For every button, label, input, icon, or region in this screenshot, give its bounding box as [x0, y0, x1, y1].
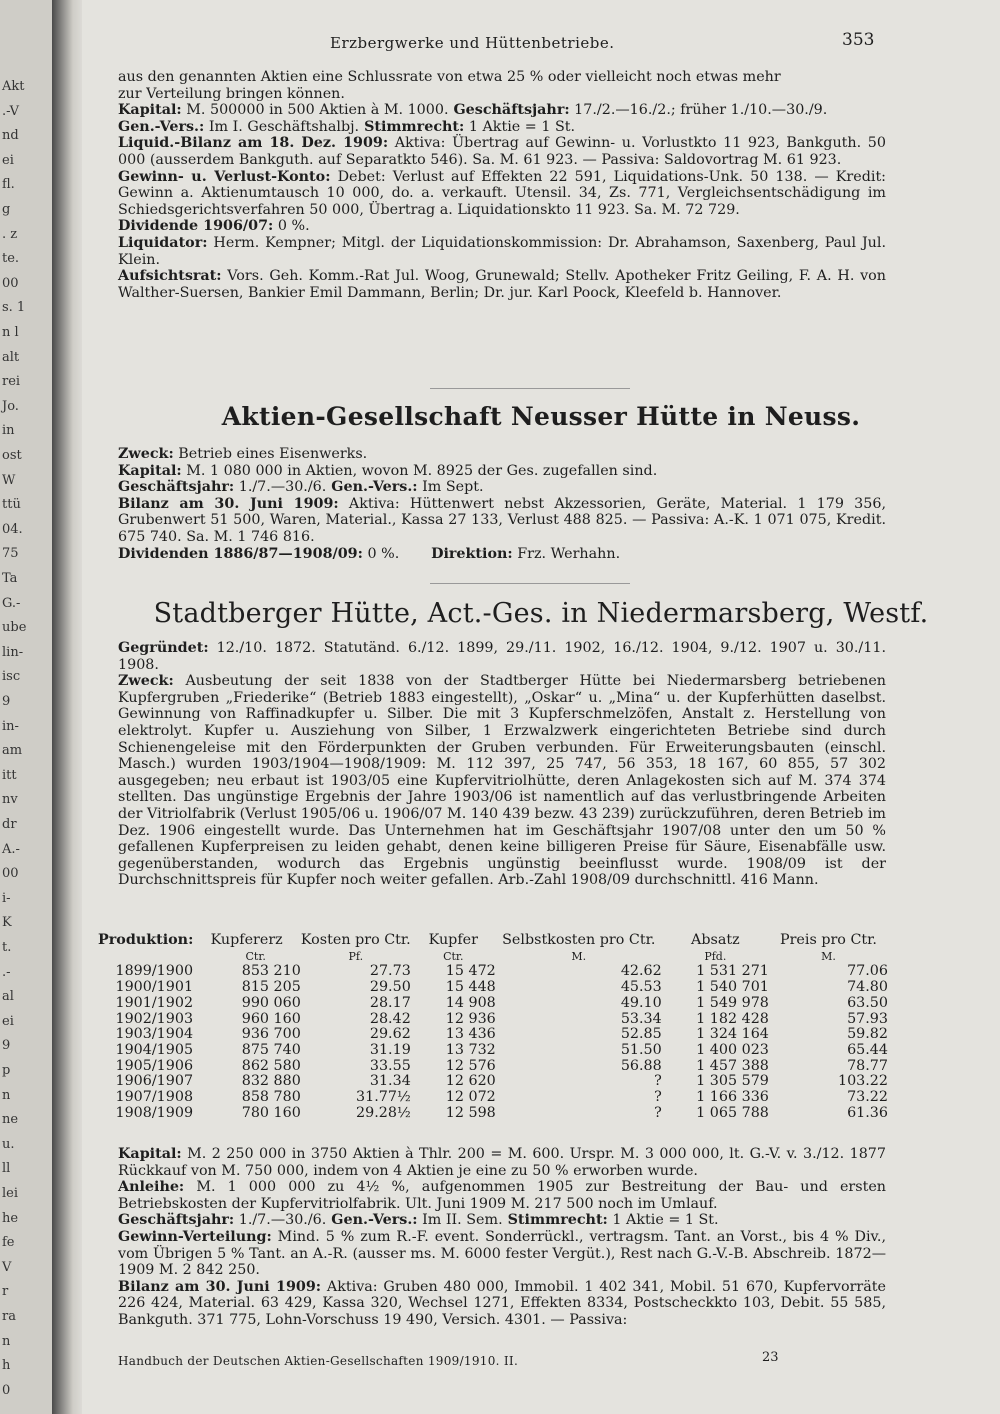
table-row: [98, 1012, 888, 1028]
table-row: [98, 1043, 888, 1059]
page-number: 353: [842, 30, 875, 50]
balance-paragraph: [118, 1279, 886, 1329]
field-value: 17./2.—16./2.; früher 1./10.—30./9.: [569, 102, 828, 119]
field-value: Im I. Geschäftshalbj.: [204, 118, 360, 135]
production-rows: [98, 964, 888, 1121]
field-label: Stimmrecht:: [502, 1212, 608, 1229]
field-label: Kapital:: [118, 462, 182, 479]
field-label: Gen.-Vers.:: [326, 1212, 418, 1229]
gutter-fragment: .-V: [2, 103, 19, 119]
column-header: Kosten pro Ctr.: [300, 932, 411, 948]
table-cell: 12 598: [445, 1104, 496, 1121]
gutter-fragment: Jo.: [2, 398, 19, 414]
column-header: Preis pro Ctr.: [779, 932, 877, 948]
section-divider: [430, 388, 630, 389]
gutter-fragment: alt: [2, 349, 20, 365]
field-value: Debet: Verlust auf Effekten 22 591, Liquidations-Unk. 50 138. — Kredit: Gewinn a. Aktienumtausch 10 000, do. a. verkauft. Utensil. 34, Zs. 771, Vergleichsentschädigung im Schiedsgerichtsverfahren 50 000, Übertrag a. Liquidationskto 11 923. Sa. M. 72 729.: [118, 168, 887, 218]
field-value: 0 %.: [362, 545, 400, 562]
gutter-fragment: s. 1: [2, 300, 26, 316]
table-cell: 1900/1901: [115, 979, 194, 996]
gutter-fragment: lin-: [2, 644, 24, 660]
table-row: [98, 996, 888, 1012]
gutter-fragment: ne: [2, 1112, 19, 1128]
table-cell: 1 457 388: [696, 1057, 769, 1074]
production-table: [98, 933, 888, 1121]
table-cell: 990 060: [241, 994, 301, 1011]
field-value: M. 1 080 000 in Aktien, wovon M. 8925 der Ges. zugefallen sind.: [181, 462, 658, 479]
founded-paragraph: [118, 640, 886, 673]
book-binding-shadow: [52, 0, 82, 1414]
table-row: [98, 980, 888, 996]
gutter-fragment: t.: [2, 940, 12, 955]
footer-signature-mark: 23: [762, 1350, 779, 1365]
field-value: Aktiva: Hüttenwert nebst Akzessorien, Geräte, Material. 1 179 356, Grubenwert 51 500, Waren, Material., Kassa 27 133, Verlust 488 825. — Passiva: A.-K. 1 071 075, Kredit. 675 740. Sa. M. 1 746 816.: [118, 495, 886, 545]
field-label: Liquidator:: [118, 234, 208, 251]
field-value: Im Sept.: [417, 479, 484, 496]
table-cell: 862 580: [241, 1057, 301, 1074]
bond-paragraph: [118, 1179, 886, 1212]
table-cell: 77.06: [847, 963, 888, 980]
field-value: 1 Aktie = 1 St.: [607, 1212, 719, 1229]
neusser-huette-entry: [118, 446, 886, 562]
field-label: Kapital:: [118, 102, 182, 119]
gutter-fragment: rei: [2, 374, 21, 390]
capital-paragraph: [118, 1146, 886, 1179]
table-cell: 13 732: [445, 1041, 496, 1058]
unit-label: Ctr.: [443, 949, 464, 963]
field-label: Dividende 1906/07:: [118, 218, 274, 235]
table-cell: 42.62: [620, 963, 662, 980]
gutter-fragment: te.: [2, 251, 20, 267]
field-value: Aktiva: Gruben 480 000, Immobil. 1 402 341, Mobil. 51 670, Kupfervorräte 226 424, Material. 63 429, Kassa 320, Wechsel 1271, Effekten 8334, Postscheckkto 103, Debit. 55 585, Bankguth. 371 775, Lohn-Vorschuss 19 490, Versich. 4301. — Passiva:: [118, 1278, 886, 1328]
stadtberger-huette-entry: [118, 640, 886, 889]
field-label: Bilanz am 30. Juni 1909:: [118, 495, 339, 512]
table-cell: 53.34: [620, 1010, 662, 1027]
gutter-fragment: ei: [2, 1013, 14, 1029]
table-cell: 815 205: [241, 979, 301, 996]
gutter-fragment: isc: [2, 669, 21, 685]
table-cell: 1907/1908: [115, 1089, 194, 1106]
table-cell: 51.50: [620, 1041, 662, 1058]
table-cell: 31.34: [369, 1073, 411, 1090]
table-cell: 858 780: [241, 1089, 301, 1106]
gutter-fragment: he: [2, 1210, 19, 1226]
table-cell: 59.82: [847, 1026, 888, 1043]
table-row: [98, 1106, 888, 1122]
gutter-fragment: G.-: [2, 595, 21, 611]
table-cell: 15 472: [445, 963, 496, 980]
field-label: Zweck:: [118, 673, 174, 690]
field-label: Aufsichtsrat:: [118, 268, 222, 285]
table-cell: 1 065 788: [696, 1104, 769, 1121]
table-cell: 1 166 336: [696, 1089, 769, 1106]
field-value: 1./7.—30./6.: [234, 1212, 327, 1229]
field-label: Gegründet:: [118, 640, 209, 656]
table-cell: ?: [654, 1104, 662, 1121]
gutter-fragment: nd: [2, 128, 19, 144]
text-line: aus den genannten Aktien eine Schlussrate von etwa 25 % oder vielleicht noch etwas mehr: [118, 69, 781, 85]
balance-paragraph: [118, 135, 886, 168]
gutter-fragment: ost: [2, 448, 22, 463]
table-cell: 49.10: [620, 994, 662, 1011]
gutter-fragment: ei: [2, 152, 14, 168]
gutter-fragment: A.-: [2, 841, 20, 857]
table-row: [98, 964, 888, 980]
gutter-fragment: fe: [2, 1235, 15, 1251]
table-cell: ?: [654, 1073, 662, 1090]
table-cell: 12 576: [445, 1057, 496, 1074]
dividend-line: [118, 546, 886, 563]
table-cell: 1902/1903: [115, 1010, 194, 1027]
table-cell: 78.77: [847, 1057, 888, 1074]
gutter-fragment: am: [2, 743, 23, 759]
table-cell: 15 448: [445, 979, 496, 996]
column-header: Selbstkosten pro Ctr.: [502, 932, 656, 948]
table-header-row: [98, 933, 888, 949]
field-value: 1 Aktie = 1 St.: [464, 118, 576, 135]
field-label: Gen.-Vers.:: [118, 118, 205, 135]
gutter-fragment: in-: [2, 718, 19, 734]
table-cell: 960 160: [241, 1010, 301, 1027]
gutter-fragment: in: [2, 423, 15, 439]
gutter-fragment: dr: [2, 817, 17, 832]
column-header: Kupfer: [428, 932, 478, 948]
gutter-fragment: u.: [2, 1136, 15, 1152]
table-cell: 61.36: [847, 1104, 888, 1121]
gutter-fragment: itt: [2, 767, 17, 783]
table-cell: 12 936: [445, 1010, 496, 1027]
capital-line: [118, 102, 886, 119]
balance-paragraph: [118, 496, 886, 546]
table-cell: 33.55: [369, 1057, 411, 1074]
table-cell: 1904/1905: [115, 1041, 194, 1058]
purpose-line: [118, 446, 886, 463]
table-cell: 52.85: [620, 1026, 662, 1043]
table-cell: 1 324 164: [696, 1026, 769, 1043]
gutter-fragment: n l: [2, 325, 19, 340]
field-value: M. 500000 in 500 Aktien à M. 1000.: [181, 102, 449, 119]
table-cell: 31.77½: [356, 1089, 411, 1106]
gutter-fragment: ll: [2, 1161, 11, 1177]
gutter-fragment: .-: [2, 964, 11, 980]
field-value: Frz. Werhahn.: [512, 545, 621, 562]
gutter-fragment: g: [2, 202, 11, 217]
text-line: zur Verteilung bringen können.: [118, 85, 345, 102]
running-head: Erzbergwerke und Hüttenbetriebe.: [330, 34, 615, 52]
footer-source: Handbuch der Deutschen Aktien-Gesellschaften 1909/1910. II.: [118, 1354, 519, 1368]
gutter-fragment: 9: [2, 1038, 11, 1054]
table-cell: 780 160: [241, 1104, 301, 1121]
table-cell: 45.53: [620, 979, 662, 996]
table-cell: 853 210: [241, 963, 301, 980]
table-cell: 1901/1902: [115, 994, 194, 1011]
field-value: Ausbeutung der seit 1838 von der Stadtberger Hütte bei Niedermarsberg betriebenen Kupfergruben „Friederike“ (Betrieb 1883 eingestellt), „Oskar“ u. „Mina“ u. der Kupferhütten daselbst. Gewinnung von Raffinadkupfer u. Silber. Die mit 3 Kupferschmelzöfen, Anstalt z. Herstellung von elektrolyt. Kupfer u. Ausziehung von Silber, 1 Erzwalzwerk eingerichteten Betriebe sind durch Schienengeleise mit den Förderpunkten der Gruben verbunden. Für Erweiterungsbauten (einschl. Masch.) wurden 1903/1904—1908/1909: M. 112 397, 25 747, 56 353, 18 167, 60 855, 57 302 ausgegeben; neu erbaut ist 1903/05 eine Kupfervitriolhütte, deren Anlagekosten sich auf M. 374 374 stellten. Das ungünstige Ergebnis der Jahre 1903/06 ist namentlich auf das verlustbringende Arbeiten der Vitriolfabrik (Verlust 1905/06 u. 1906/07 M. 140 439 bezw. 43 239) zurückzuführen, deren Betrieb im Dez. 1906 eingestellt wurde. Das Unternehmen hat im Geschäftsjahr 1907/08 unter den um 50 % gefallenen Kupferpreisen zu leiden gehabt, denen keine billigeren Preise für Säure, Eisenabfälle usw. gegenüberstanden, wodurch das Ergebnis ungünstig beeinflusst wurde. 1908/09 ist der Durchschnittspreis für Kupfer noch weiter gefallen. Arb.-Zahl 1908/09 durchschnittl. 416 Mann.: [118, 673, 886, 889]
field-label: Kapital:: [118, 1146, 182, 1162]
unit-label: Ctr.: [245, 949, 266, 963]
field-label: Direktion:: [431, 545, 513, 562]
gutter-fragment: al: [2, 989, 14, 1005]
gutter-fragment: i-: [2, 890, 11, 906]
table-label: Produktion:: [98, 932, 194, 948]
table-cell: 1906/1907: [115, 1073, 194, 1090]
liquidation-entry: [118, 69, 886, 301]
unit-row: [98, 949, 888, 965]
field-value: Mind. 5 % zum R.-F. event. Sonderrückl., vertragsm. Tant. an Vorst., bis 4 % Div., vom Übrigen 5 % Tant. an A.-R. (ausser ms. M. 6000 fester Vergüt.), Rest nach G.-V.-B. Abschreib. 1872—1909 M. 2 842 250.: [118, 1228, 886, 1279]
field-value: Aktiva: Übertrag auf Gewinn- u. Vorlustkto 11 923, Bankguth. 50 000 (ausserdem Bankguth. auf Separatkto 546). Sa. M. 61 923. — Passiva: Saldovortrag M. 61 923.: [118, 135, 886, 168]
table-cell: 29.50: [369, 979, 411, 996]
field-label: Stimmrecht:: [359, 118, 465, 135]
table-cell: 875 740: [241, 1041, 301, 1058]
table-row: [98, 1059, 888, 1075]
company-title: Aktien-Gesellschaft Neusser Hütte in Neuss.: [221, 402, 861, 431]
field-label: Geschäftsjahr:: [448, 102, 570, 119]
dividend-line: [118, 218, 886, 235]
gutter-fragment: ube: [2, 620, 27, 636]
table-cell: 12 072: [445, 1089, 496, 1106]
gutter-fragment: 0: [2, 1382, 11, 1398]
gutter-fragment: 00: [2, 275, 19, 291]
profit-loss-paragraph: [118, 169, 886, 219]
unit-label: M.: [571, 949, 587, 963]
field-value: M. 2 250 000 in 3750 Aktien à Thlr. 200 = M. 600. Urspr. M. 3 000 000, lt. G.-V. v. 3./12. 1877 Rückkauf von M. 750 000, indem von 4 Aktien je eine zu 50 % erworben wurde.: [118, 1146, 886, 1179]
field-value: Herm. Kempner; Mitgl. der Liquidationskommission: Dr. Abrahamson, Saxenberg, Paul Jul. Klein.: [118, 234, 886, 268]
table-cell: 1 531 271: [696, 963, 769, 980]
unit-label: Pf.: [348, 949, 364, 963]
field-value: Im II. Sem.: [417, 1212, 503, 1229]
gutter-fragment: fl.: [2, 177, 15, 193]
field-value: Vors. Geh. Komm.-Rat Jul. Woog, Grunewald; Stellv. Apotheker Fritz Geiling, F. A. H. von Walther-Suersen, Bankier Emil Dammann, Berlin; Dr. jur. Karl Poock, Kleefeld b. Hannover.: [118, 268, 886, 301]
stadtberger-finance: [118, 1146, 886, 1329]
field-label: Geschäftsjahr:: [118, 479, 235, 496]
gutter-fragment: nv: [2, 792, 18, 808]
gutter-fragment: V: [2, 1259, 12, 1275]
field-label: Gen.-Vers.:: [326, 479, 418, 496]
gutter-fragment: 75: [2, 546, 19, 562]
table-cell: 1908/1909: [115, 1104, 194, 1121]
field-label: Liquid.-Bilanz am 18. Dez. 1909:: [118, 135, 389, 152]
field-label: Dividenden 1886/87—1908/09:: [118, 545, 363, 562]
gutter-fragment: n: [2, 1333, 11, 1349]
gutter-fragment: n: [2, 1087, 11, 1103]
table-cell: 1 400 023: [696, 1041, 769, 1058]
supervisory-board-paragraph: [118, 268, 886, 301]
gutter-fragment: r: [2, 1284, 9, 1300]
gutter-fragment: ttü: [2, 497, 21, 513]
table-cell: 27.73: [369, 963, 411, 980]
table-cell: 31.19: [369, 1041, 411, 1058]
gutter-fragment: ra: [2, 1309, 16, 1324]
column-header: Absatz: [691, 932, 740, 948]
unit-label: Pfd.: [704, 949, 727, 963]
gutter-fragment: h: [2, 1358, 11, 1374]
table-row: [98, 1090, 888, 1106]
unit-label: M.: [821, 949, 836, 963]
table-cell: 65.44: [847, 1041, 888, 1058]
field-label: Gewinn-Verteilung:: [118, 1228, 272, 1245]
table-cell: 28.42: [369, 1010, 411, 1027]
gutter-fragment: 9: [2, 694, 11, 709]
gutter-fragment: . z: [2, 226, 18, 242]
gutter-fragment: p: [2, 1063, 11, 1078]
field-label: Anleihe:: [118, 1179, 185, 1196]
table-cell: 1 305 579: [696, 1073, 769, 1090]
table-cell: 29.28½: [356, 1104, 411, 1121]
table-cell: 28.17: [369, 994, 411, 1011]
field-value: 12./10. 1872. Statutänd. 6./12. 1899, 29./11. 1902, 16./12. 1904, 9./12. 1907 u. 30./11. 1908.: [118, 640, 886, 673]
table-cell: 13 436: [445, 1026, 496, 1043]
field-label: Gewinn- u. Verlust-Konto:: [118, 168, 331, 185]
section-divider: [430, 583, 630, 584]
field-value: M. 1 000 000 zu 4½ %, aufgenommen 1905 zur Bestreitung der Bau- und ersten Betriebskosten der Kupfervitriolfabrik. Ult. Juni 1909 M. 217 500 noch im Umlauf.: [118, 1179, 886, 1212]
table-cell: 1903/1904: [115, 1026, 194, 1043]
gutter-fragment: 00: [2, 866, 19, 882]
field-label: Geschäftsjahr:: [118, 1212, 235, 1229]
table-cell: 29.62: [369, 1026, 411, 1043]
gutter-fragment: lei: [2, 1186, 19, 1201]
table-cell: 1 540 701: [696, 979, 769, 996]
gutter-fragment: W: [2, 472, 16, 488]
table-cell: 73.22: [847, 1089, 888, 1106]
table-row: [98, 1027, 888, 1043]
purpose-paragraph: [118, 673, 886, 889]
field-value: 1./7.—30./6.: [234, 479, 327, 496]
table-cell: 56.88: [620, 1057, 662, 1074]
table-cell: ?: [654, 1089, 662, 1106]
field-value: 0 %.: [273, 218, 310, 235]
field-value: Betrieb eines Eisenwerks.: [173, 446, 368, 462]
gutter-fragment: Ta: [2, 571, 18, 586]
profit-distribution-paragraph: [118, 1229, 886, 1279]
fiscal-line: [118, 1212, 886, 1229]
table-cell: 12 620: [445, 1073, 496, 1090]
field-label: Bilanz am 30. Juni 1909:: [118, 1278, 322, 1295]
table-cell: 1905/1906: [115, 1057, 194, 1074]
table-cell: 103.22: [837, 1073, 888, 1090]
gutter-fragment: K: [2, 915, 12, 931]
field-label: Zweck:: [118, 446, 174, 462]
gutter-fragment: 04.: [2, 521, 23, 537]
column-header: Kupfererz: [210, 932, 283, 948]
company-title: Stadtberger Hütte, Act.-Ges. in Niedermarsberg, Westf.: [153, 598, 929, 629]
liquidator-paragraph: [118, 235, 886, 268]
table-cell: 832 880: [241, 1073, 301, 1090]
table-cell: 14 908: [445, 994, 496, 1011]
table-cell: 63.50: [847, 994, 888, 1011]
fiscal-line: [118, 479, 886, 496]
table-cell: 57.93: [847, 1010, 888, 1027]
adjacent-page-margin: [0, 0, 58, 1414]
table-cell: 1 549 978: [696, 994, 769, 1011]
table-cell: 1 182 428: [696, 1010, 769, 1027]
meeting-line: [118, 119, 886, 136]
capital-line: [118, 463, 886, 480]
table-cell: 74.80: [847, 979, 888, 996]
table-cell: 1899/1900: [115, 963, 194, 980]
gutter-fragment: Akt: [2, 79, 25, 94]
table-row: [98, 1074, 888, 1090]
table-cell: 936 700: [241, 1026, 301, 1043]
